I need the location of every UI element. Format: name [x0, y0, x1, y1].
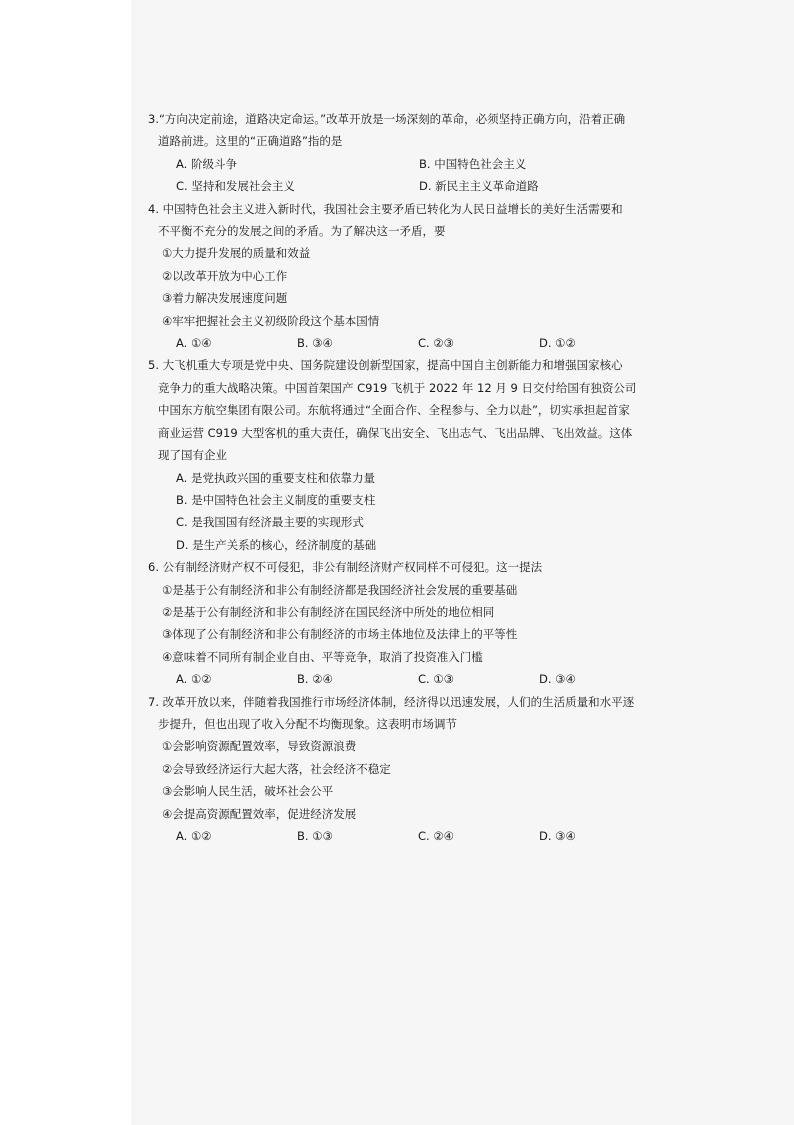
option-b: B. ②④	[297, 672, 333, 687]
question-7	[148, 691, 676, 848]
option-d: D. ①②	[539, 336, 576, 351]
option-c: C. ①③	[418, 672, 454, 687]
option-row	[148, 668, 676, 690]
question-5	[148, 354, 676, 556]
statement-4: ④会提高资源配置效率，促进经济发展	[162, 806, 357, 821]
question-4	[148, 198, 676, 355]
option-a: A. 是党执政兴国的重要支柱和依靠力量	[176, 470, 375, 485]
question-stem-line: 竞争力的重大战略决策。中国首架国产 C919 飞机于 2022 年 12 月 9 日交付给国有独资公司	[158, 380, 637, 395]
statement-4: ④牢牢把握社会主义初级阶段这个基本国情	[162, 313, 380, 328]
option-a: A. ①④	[176, 336, 212, 351]
statement-1: ①大力提升发展的质量和效益	[162, 246, 311, 261]
option-b: B. ③④	[297, 336, 333, 351]
question-stem-line: 现了国有企业	[158, 448, 227, 463]
question-stem-line: 商业运营 C919 大型客机的重大责任，确保飞出安全、飞出志气、飞出品牌、飞出效益。这体	[158, 425, 633, 440]
statement-2: ②以改革开放为中心工作	[162, 268, 288, 283]
question-6	[148, 556, 676, 690]
option-d: D. 新民主主义革命道路	[419, 179, 539, 194]
question-stem-line: 4. 中国特色社会主义进入新时代，我国社会主要矛盾已转化为人民日益增长的美好生活需要和	[148, 201, 623, 216]
statement-3: ③着力解决发展速度问题	[162, 291, 288, 306]
option-c: C. ②④	[418, 829, 454, 843]
option-row	[148, 175, 676, 197]
statement-2: ②是基于公有制经济和非公有制经济在国民经济中所处的地位相同	[162, 604, 495, 619]
question-stem-line: 3.“方向决定前途，道路决定命运。”改革开放是一场深刻的革命，必须坚持正确方向，沿着正确	[148, 112, 626, 126]
question-3	[148, 108, 676, 198]
option-d: D. ③④	[539, 672, 576, 687]
option-a: A. ①②	[176, 829, 212, 843]
statement-1: ①会影响资源配置效率，导致资源浪费	[162, 739, 357, 754]
statement-1: ①是基于公有制经济和非公有制经济都是我国经济社会发展的重要基础	[162, 582, 518, 597]
option-b: B. ①③	[297, 829, 333, 843]
question-stem-line: 道路前进。这里的“正确道路”指的是	[158, 134, 343, 149]
option-a: A. ①②	[176, 672, 212, 687]
question-stem-line: 不平衡不充分的发展之间的矛盾。为了解决这一矛盾，要	[158, 224, 446, 239]
option-row	[148, 825, 676, 847]
statement-2: ②会导致经济运行大起大落，社会经济不稳定	[162, 761, 391, 776]
question-stem-line: 7. 改革开放以来，伴随着我国推行市场经济体制，经济得以迅速发展，人们的生活质量和水平逐	[148, 694, 635, 709]
option-a: A. 阶级斗争	[176, 156, 237, 171]
option-c: C. 是我国国有经济最主要的实现形式	[176, 515, 364, 530]
question-stem-line: 6. 公有制经济财产权不可侵犯，非公有制经济财产权同样不可侵犯。这一提法	[148, 560, 543, 575]
option-d: D. ③④	[539, 829, 576, 843]
option-row	[148, 153, 676, 175]
question-stem-line: 5. 大飞机重大专项是党中央、国务院建设创新型国家，提高中国自主创新能力和增强国家核心	[148, 358, 623, 373]
option-c: C. 坚持和发展社会主义	[176, 179, 295, 194]
option-b: B. 中国特色社会主义	[419, 156, 527, 171]
option-c: C. ②③	[418, 336, 454, 351]
statement-3: ③会影响人民生活，破坏社会公平	[162, 784, 334, 799]
question-stem-line: 中国东方航空集团有限公司。东航将通过“全面合作、全程参与、全力以赴”，切实承担起首家	[158, 403, 630, 418]
statement-4: ④意味着不同所有制企业自由、平等竞争，取消了投资准入门槛	[162, 649, 483, 664]
option-b: B. 是中国特色社会主义制度的重要支柱	[176, 492, 376, 507]
option-d: D. 是生产关系的核心，经济制度的基础	[176, 537, 377, 552]
question-stem-line: 步提升，但也出现了收入分配不均衡现象。这表明市场调节	[158, 716, 457, 731]
statement-3: ③体现了公有制经济和非公有制经济的市场主体地位及法律上的平等性	[162, 627, 518, 642]
option-row	[148, 332, 676, 354]
exam-content	[148, 108, 676, 847]
